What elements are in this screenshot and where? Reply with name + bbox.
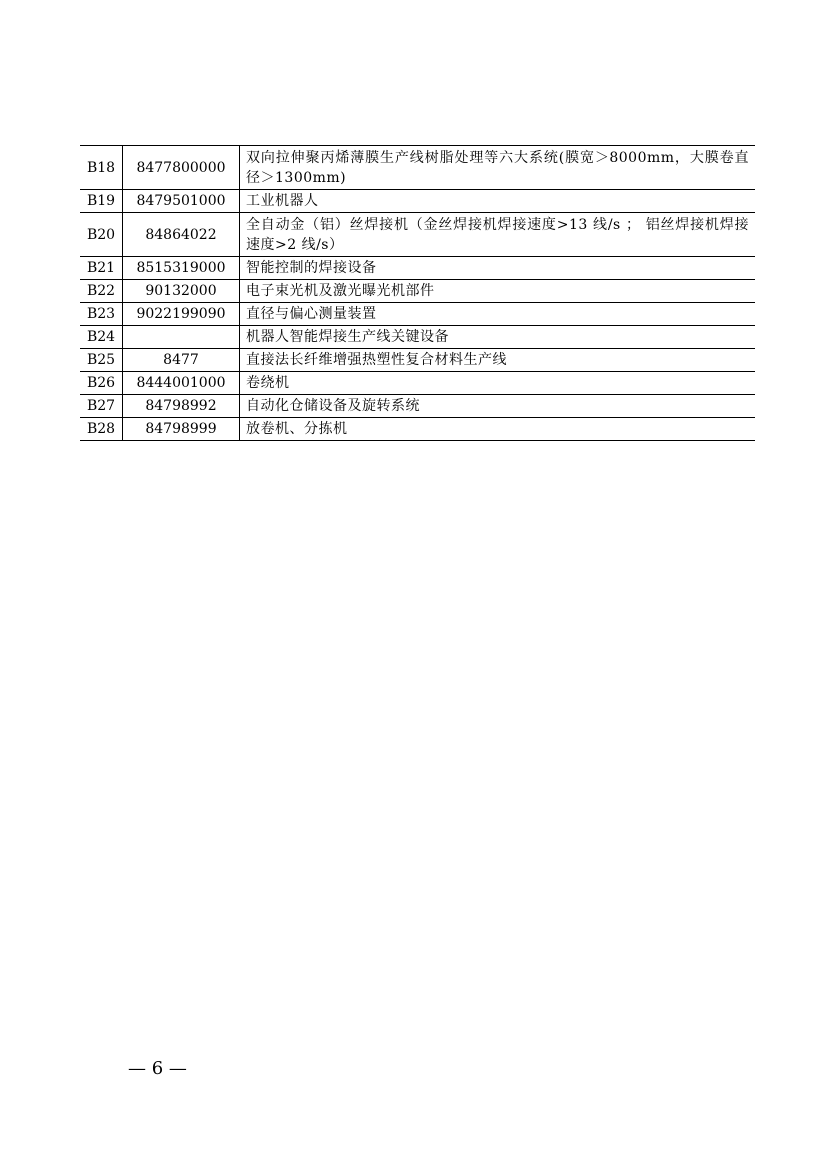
row-description: 放卷机、分拣机 bbox=[240, 418, 756, 441]
row-description: 直接法长纤维增强热塑性复合材料生产线 bbox=[240, 349, 756, 372]
row-id: B23 bbox=[80, 303, 123, 326]
table-row bbox=[80, 372, 755, 395]
row-code: 9022199090 bbox=[123, 303, 240, 326]
row-code: 84864022 bbox=[123, 213, 240, 257]
row-id: B26 bbox=[80, 372, 123, 395]
table-row bbox=[80, 418, 755, 441]
row-description: 全自动金（铝）丝焊接机（金丝焊接机焊接速度>13 线/s ； 铝丝焊接机焊接速度>2 线/s） bbox=[240, 213, 756, 257]
row-id: B19 bbox=[80, 190, 123, 213]
row-id: B27 bbox=[80, 395, 123, 418]
row-description: 电子束光机及激光曝光机部件 bbox=[240, 280, 756, 303]
row-code: 8477 bbox=[123, 349, 240, 372]
table-row bbox=[80, 303, 755, 326]
row-description: 工业机器人 bbox=[240, 190, 756, 213]
row-id: B20 bbox=[80, 213, 123, 257]
row-code: 8477800000 bbox=[123, 146, 240, 190]
row-code: 8444001000 bbox=[123, 372, 240, 395]
table-row bbox=[80, 280, 755, 303]
table-row bbox=[80, 395, 755, 418]
row-code: 8479501000 bbox=[123, 190, 240, 213]
row-id: B25 bbox=[80, 349, 123, 372]
row-description: 智能控制的焊接设备 bbox=[240, 257, 756, 280]
row-code bbox=[123, 326, 240, 349]
table-row bbox=[80, 190, 755, 213]
equipment-table bbox=[80, 145, 755, 441]
row-code: 84798992 bbox=[123, 395, 240, 418]
row-code: 84798999 bbox=[123, 418, 240, 441]
row-description: 双向拉伸聚丙烯薄膜生产线树脂处理等六大系统(膜宽＞8000mm，大膜卷直径＞1300mm) bbox=[240, 146, 756, 190]
row-id: B22 bbox=[80, 280, 123, 303]
row-description: 自动化仓储设备及旋转系统 bbox=[240, 395, 756, 418]
row-id: B21 bbox=[80, 257, 123, 280]
row-id: B28 bbox=[80, 418, 123, 441]
row-code: 8515319000 bbox=[123, 257, 240, 280]
row-id: B18 bbox=[80, 146, 123, 190]
table-row bbox=[80, 146, 755, 190]
table-row bbox=[80, 326, 755, 349]
table-row bbox=[80, 213, 755, 257]
row-code: 90132000 bbox=[123, 280, 240, 303]
row-description: 直径与偏心测量装置 bbox=[240, 303, 756, 326]
table-row bbox=[80, 257, 755, 280]
row-id: B24 bbox=[80, 326, 123, 349]
table-row bbox=[80, 349, 755, 372]
row-description: 机器人智能焊接生产线关键设备 bbox=[240, 326, 756, 349]
page-number: — 6 — bbox=[128, 1058, 187, 1079]
row-description: 卷绕机 bbox=[240, 372, 756, 395]
